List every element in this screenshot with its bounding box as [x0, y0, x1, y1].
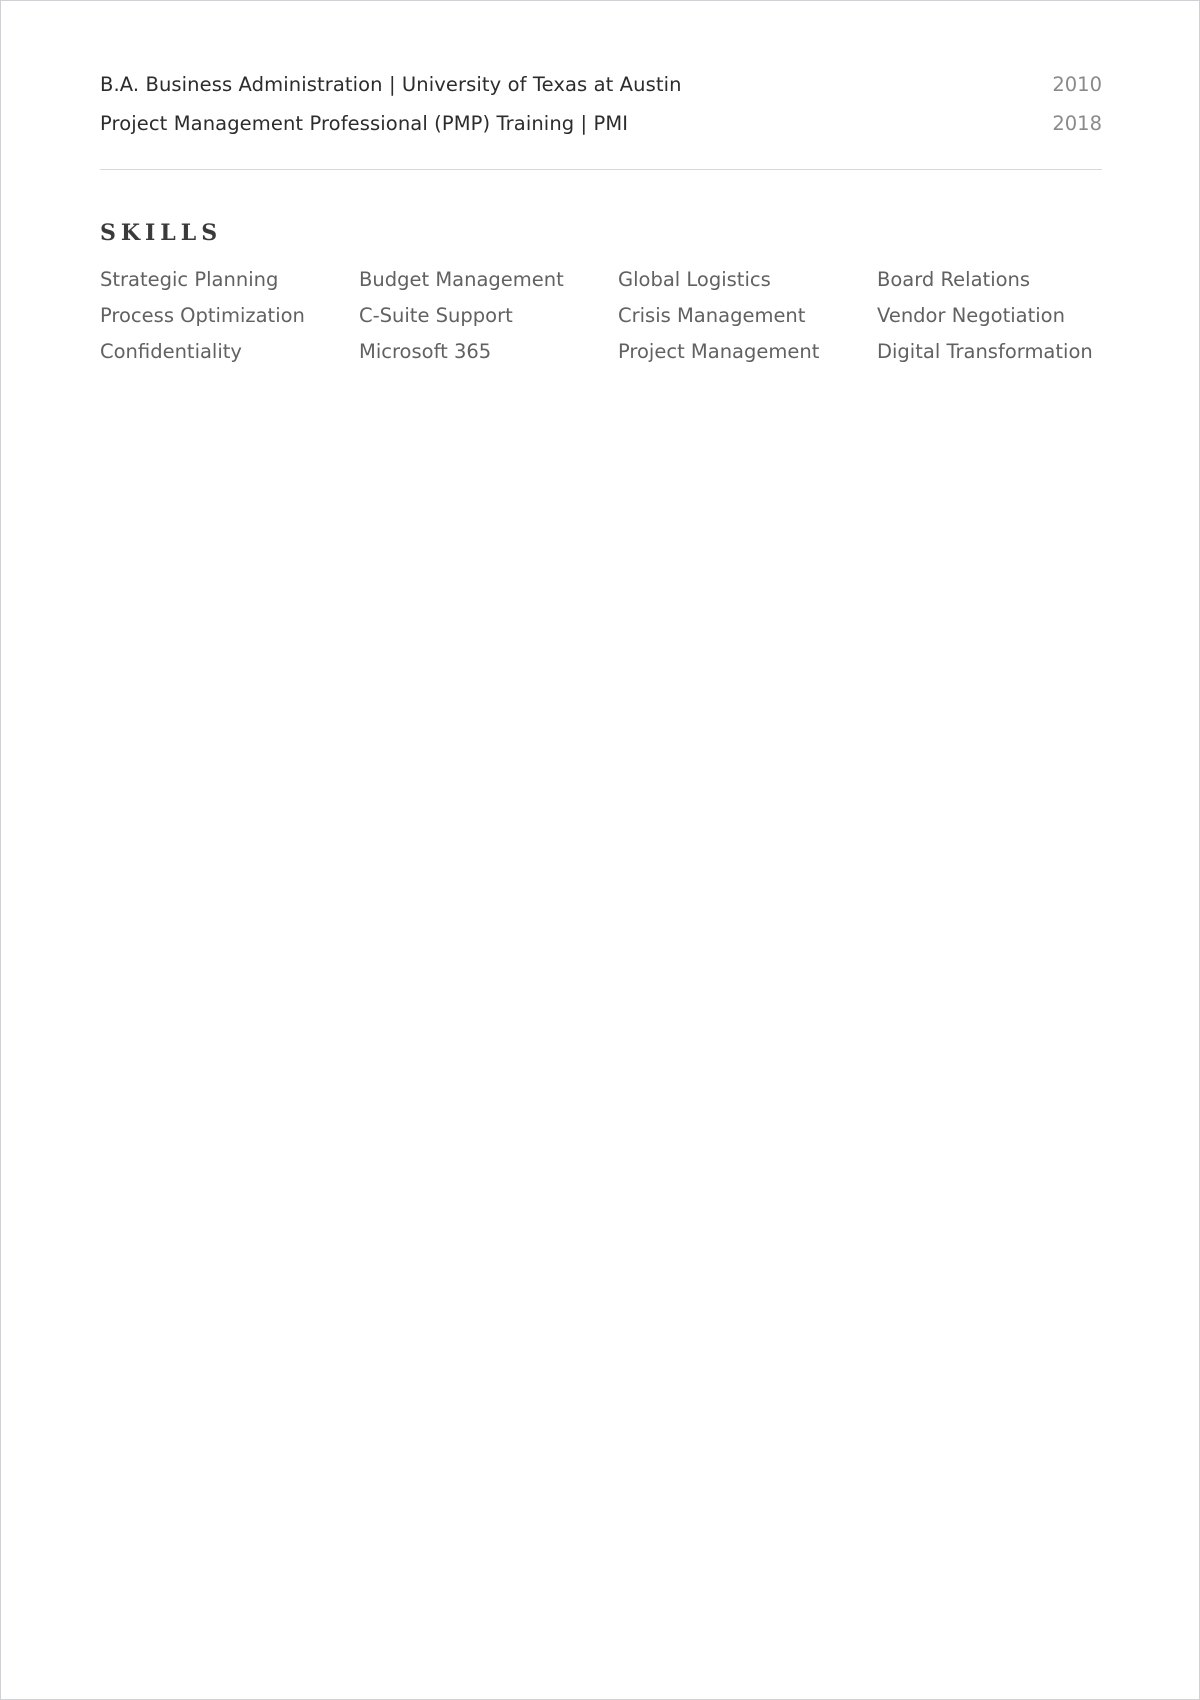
skill-item: Vendor Negotiation [877, 304, 1065, 327]
skill-item: Board Relations [877, 268, 1031, 291]
skills-grid [100, 262, 1102, 370]
skills-heading: SKILLS [100, 220, 223, 246]
skill-item: Microsoft 365 [359, 340, 492, 363]
skill-item: Confidentiality [100, 340, 242, 363]
skill-item: Digital Transformation [877, 340, 1093, 363]
education-title: Project Management Professional (PMP) Training | PMI [100, 112, 629, 135]
education-list [100, 73, 1102, 151]
education-year: 2018 [1052, 112, 1102, 135]
education-item [100, 112, 1102, 151]
skill-item: Crisis Management [618, 304, 806, 327]
education-title: B.A. Business Administration | University of Texas at Austin [100, 73, 682, 96]
skill-item: Strategic Planning [100, 268, 279, 291]
resume-content [100, 73, 1102, 370]
skill-item: Global Logistics [618, 268, 771, 291]
skill-item: Process Optimization [100, 304, 305, 327]
skill-item: C-Suite Support [359, 304, 513, 327]
education-item [100, 73, 1102, 112]
skill-item: Budget Management [359, 268, 564, 291]
skill-item: Project Management [618, 340, 820, 363]
education-year: 2010 [1052, 73, 1102, 96]
section-divider [100, 169, 1102, 170]
